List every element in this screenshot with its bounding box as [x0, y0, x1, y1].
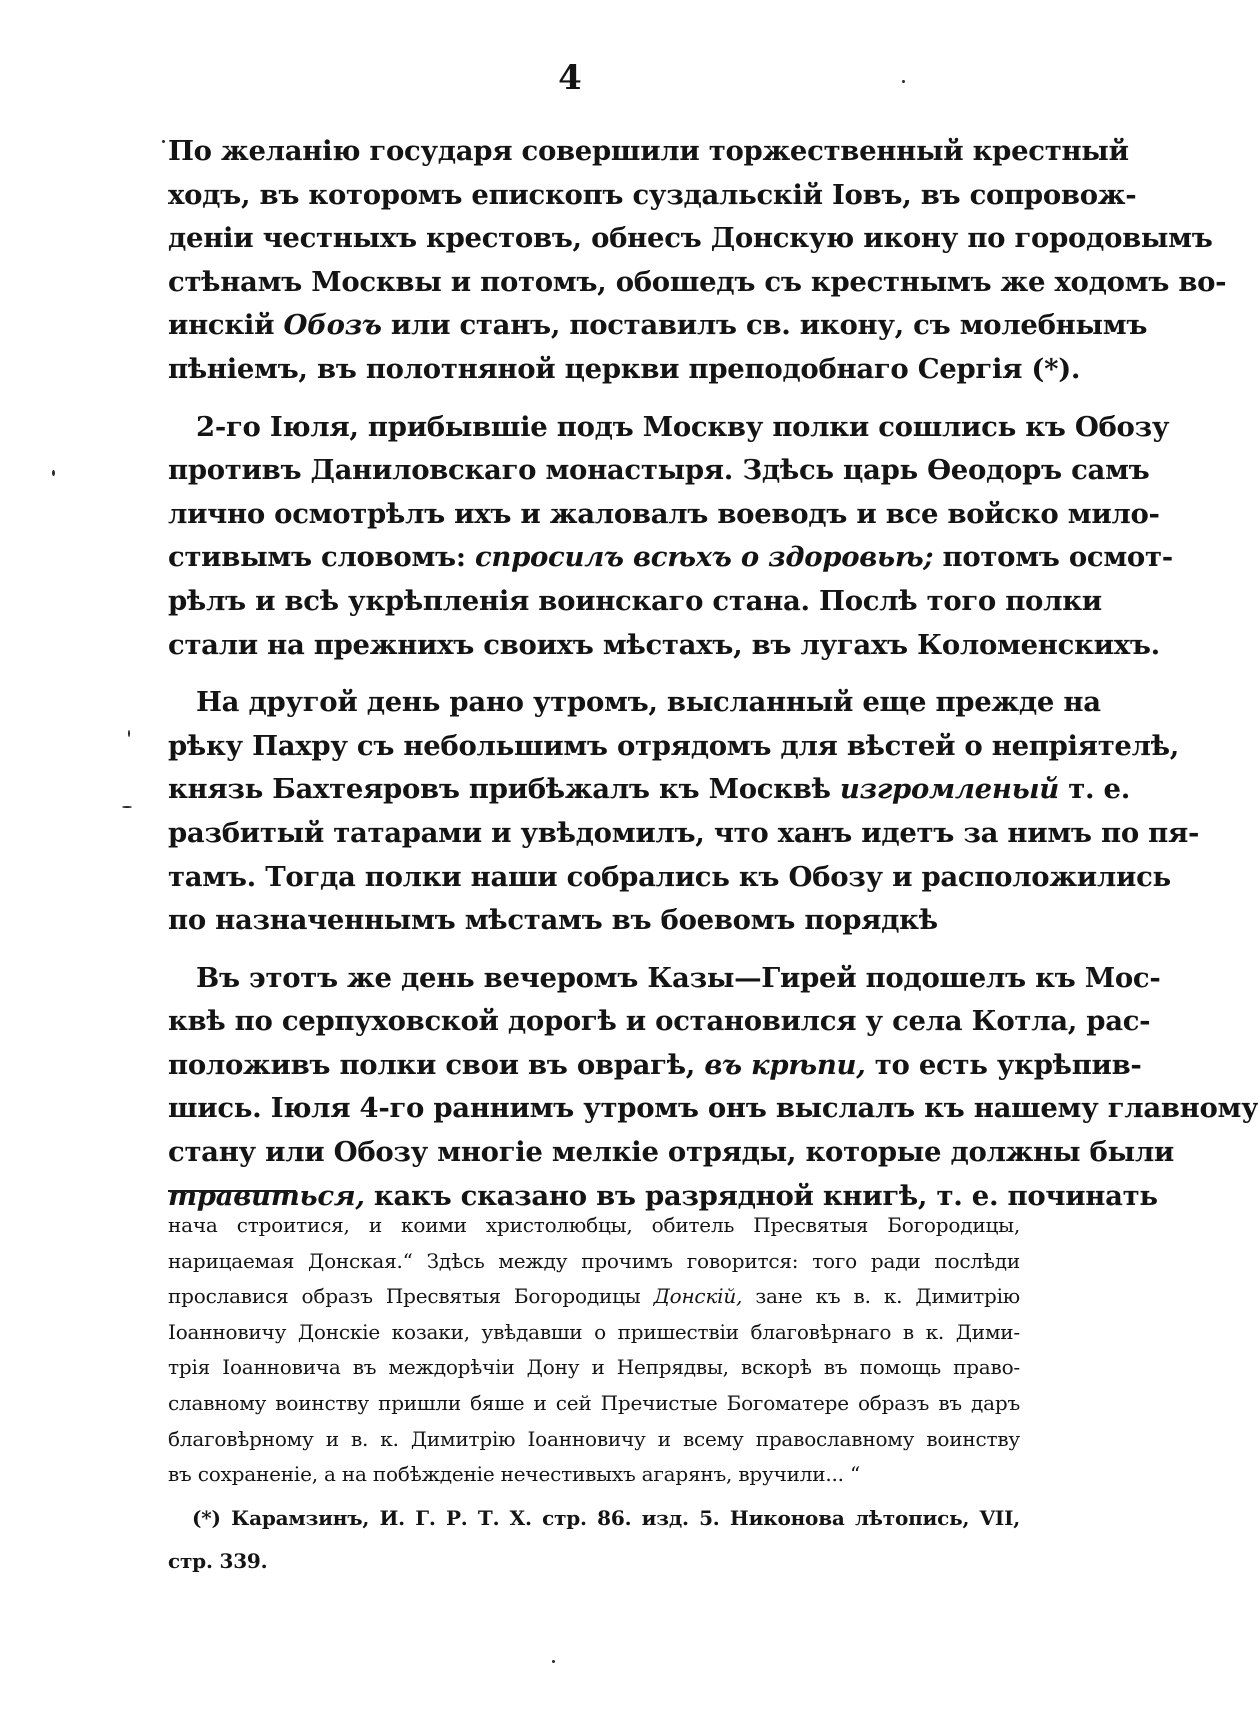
reference-line: [168, 1544, 1020, 1580]
page-number: 4: [558, 58, 582, 98]
text-run: лично осмотрѣлъ ихъ и жаловалъ воеводъ и все войско мило-: [168, 497, 1160, 530]
text-run: рѣку Пахру съ небольшимъ отрядомъ для вѣстей о непріятелѣ,: [168, 729, 1180, 762]
text-line: [168, 624, 1160, 668]
text-line: [168, 681, 1101, 725]
text-run: трія Іоанновича въ междорѣчіи Дону и Непрядвы, вскорѣ въ помощь право-: [168, 1355, 1020, 1380]
text-line: [168, 406, 1170, 450]
reference-line: [168, 1501, 1020, 1537]
text-run: Іоанновичу Донскіе козаки, увѣдавши о пришествіи благовѣрнаго в к. Дими-: [168, 1319, 1020, 1344]
text-line: [168, 1131, 1175, 1175]
text-run: инскій: [168, 309, 284, 342]
italic-text: изгромленый: [839, 773, 1059, 806]
text-line: [168, 174, 1137, 218]
footnote-rule: [168, 1190, 296, 1192]
footnotes: [168, 1208, 1020, 1580]
text-run: ходъ, въ которомъ епископъ суздальскій Іовъ, въ сопровож-: [168, 178, 1137, 211]
text-run: стану или Обозу многіе мелкіе отряды, которые должны были: [168, 1136, 1175, 1169]
text-line: [168, 536, 1173, 580]
text-run: нача строитися, и коими христолюбцы, обитель Пресвятыя Богородицы,: [168, 1213, 1020, 1237]
text-line: [168, 449, 1150, 493]
text-run: 2-го Іюля, прибывшіе подъ Москву полки сошлись къ Обозу: [196, 410, 1170, 443]
text-run: положивъ полки свои въ оврагѣ,: [168, 1048, 705, 1081]
text-run: въ сохраненіе, а на побѣжденіе нечестивыхъ агарянъ, вручили... “: [168, 1462, 861, 1487]
text-run: разбитый татарами и увѣдомилъ, что ханъ идетъ за нимъ по пя-: [168, 816, 1200, 849]
text-line: [168, 812, 1200, 856]
text-run: какъ сказано въ разрядной книгѣ, т. е. починать: [364, 1179, 1158, 1212]
text-run: то есть укрѣпив-: [865, 1048, 1142, 1081]
text-run: пѣніемъ, въ полотняной церкви преподобнаго Сергія (*).: [168, 352, 1081, 385]
text-line: [168, 493, 1160, 537]
text-run: стр. 339.: [168, 1549, 268, 1574]
text-run: деніи честныхъ крестовъ, обнесъ Донскую икону по городовымъ: [168, 222, 1213, 255]
text-run: потомъ осмот-: [933, 541, 1173, 574]
text-run: шись. Іюля 4-го раннимъ утромъ онъ выслалъ къ нашему главному: [168, 1092, 1258, 1125]
text-run: стали на прежнихъ своихъ мѣстахъ, въ лугахъ Коломенскихъ.: [168, 628, 1160, 661]
text-line: [168, 957, 1161, 1001]
text-line: [168, 217, 1213, 261]
text-line: [168, 1044, 1142, 1088]
text-run: прославися образъ Пресвятыя Богородицы: [168, 1284, 654, 1309]
footnote-line: [168, 1244, 1020, 1280]
footnote-line: [168, 1386, 1020, 1422]
text-run: нарицаемая Донская.“ Здѣсь между прочимъ говорится: того ради послѣди: [168, 1248, 1020, 1273]
text-line: [168, 304, 1148, 348]
footnote-line: [168, 1315, 1020, 1351]
text-line: [168, 899, 1020, 943]
text-line: [168, 261, 1227, 305]
text-line: [168, 130, 1129, 174]
scan-speck: [902, 80, 905, 83]
text-run: квѣ по серпуховской дорогѣ и остановился у села Котла, рас-: [168, 1005, 1151, 1038]
text-run: На другой день рано утромъ, высланный еще прежде на: [196, 686, 1101, 719]
text-run: По желанію государя совершили торжественный крестный: [168, 135, 1129, 167]
scan-speck: [552, 1660, 555, 1663]
italic-text: Донскій,: [653, 1284, 743, 1309]
italic-text: спросилъ всѣхъ о здоровьѣ;: [474, 541, 934, 574]
text-run: рѣлъ и всѣ укрѣпленія воинскаго стана. Послѣ того полки: [168, 584, 1102, 617]
text-line: [168, 725, 1180, 769]
scan-speck: [162, 140, 165, 143]
text-line: [168, 768, 1131, 812]
text-run: или станъ, поставилъ св. икону, съ молебнымъ: [381, 309, 1148, 342]
footnote-line: [168, 1350, 1020, 1386]
text-run: стѣнамъ Москвы и потомъ, обошедъ съ крестнымъ же ходомъ во-: [168, 265, 1227, 298]
text-line: [168, 1000, 1151, 1044]
text-run: (*) Карамзинъ, И. Г. Р. Т. X. стр. 86. изд. 5. Никонова лѣтопись, VII,: [192, 1505, 1020, 1530]
text-run: противъ Даниловскаго монастыря. Здѣсь царь Ѳеодоръ самъ: [168, 454, 1150, 487]
text-line: [168, 580, 1102, 624]
text-line: [168, 856, 1171, 900]
main-text: [168, 130, 1258, 1218]
italic-text: въ крѣпи,: [704, 1048, 866, 1081]
text-run: по назначеннымъ мѣстамъ въ боевомъ порядкѣ: [168, 904, 938, 937]
text-run: стивымъ словомъ:: [168, 541, 475, 574]
text-run: зане къ в. к. Димитрію: [742, 1284, 1020, 1309]
text-line: [168, 348, 1081, 392]
scan-speck: [128, 730, 130, 737]
footnote-line: [168, 1457, 1020, 1493]
text-run: благовѣрному и в. к. Димитрію Іоанновичу и всему православному воинству: [168, 1426, 1020, 1451]
text-run: князь Бахтеяровъ прибѣжалъ къ Москвѣ: [168, 773, 840, 806]
footnote-line: [168, 1208, 1020, 1244]
footnote-line: [168, 1279, 1020, 1315]
italic-text: Обозъ: [283, 309, 382, 342]
text-run: славному воинству пришли бяше и сей Пречистые Богоматере образъ въ даръ: [168, 1390, 1020, 1415]
scan-speck: [122, 806, 132, 808]
scan-speck: [52, 470, 55, 476]
footnote-line: [168, 1422, 1020, 1458]
italic-text: травиться,: [168, 1179, 365, 1212]
text-line: [168, 1087, 1258, 1131]
text-run: Въ этотъ же день вечеромъ Казы—Гирей подошелъ къ Мос-: [196, 961, 1161, 994]
text-run: тамъ. Тогда полки наши собрались къ Обозу и расположились: [168, 860, 1171, 893]
text-run: т. е.: [1059, 773, 1131, 806]
